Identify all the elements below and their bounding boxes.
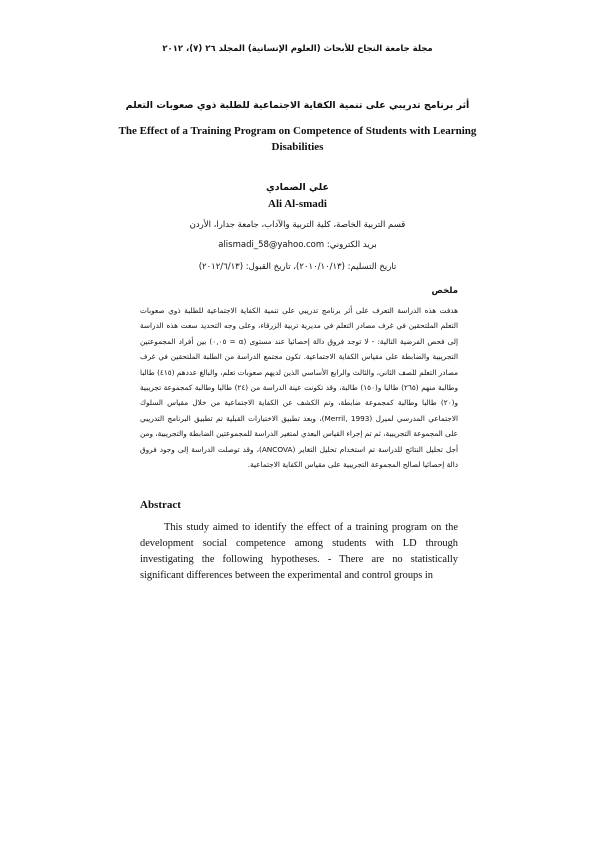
title-english: The Effect of a Training Program on Competence of Students with Learning Disabilities <box>118 125 477 153</box>
abstract-arabic-heading: ملخص <box>431 286 458 296</box>
abstract-arabic-body: هدفت هذه الدراسة التعرف على أثر برنامج تدريبي على تنمية الكفاية الاجتماعية للطلبة ذوي صعوبات التعلم الملتحقين في غرف مصادر التعلم في مديرية تربية الزرقاء، وعلى وجه التحديد سعت هذه الدراسة إلى فحص الفرضية التالية: - لا توجد فروق دالة إحصائيا عند مستوى (α = ٠,٠٥) بين أفراد المجموعتين التجريبية والضابطة على مقياس الكفاية الاجتماعية. تكون مجتمع الدراسة من الطلبة الملتحقين في غرف مصادر التعلم للصف الثاني، والثالث والرابع الأساسي الذين لديهم صعوبات تعلم، والبالغ عددهم (٤١٥) طالبا وطالبة منهم (٢٦٥) طالبا و(١٥٠) طالبة، وقد تكونت عينة الدراسة من (٢٤) طالبا وطالبة كمجموعة تجريبية و(٢٠) طالبا وطالبة كمجموعة ضابطة، وتم الكشف عن الكفاية الاجتماعية من خلال مقياس السلوك الاجتماعي المدرسي لميرل (Merril, 1993)، وبعد تطبيق الاختبارات القبلية تم تطبيق البرنامج التدريبي على المجموعة التجريبية، ثم تم إجراء القياس البعدي لمتغير الدراسة للمجموعتين الضابطة والتجريبية، ومن أجل تحليل النتائج للدراسة تم استخدام تحليل التغاير (ANCOVA)، وقد توصلت الدراسة إلى وجود فروق دالة إحصائيا لصالح المجموعة التجريبية على مقياس الكفاية الاجتماعية. <box>140 306 459 470</box>
author-email: بريد الكتروني: alismadi_58@yahoo.com <box>218 240 377 250</box>
abstract-english-heading: Abstract <box>140 499 181 511</box>
author-name-arabic: علي الصمادي <box>266 182 329 193</box>
author-affiliation: قسم التربية الخاصة، كلية التربية والآداب، جامعة جدارا، الأردن <box>189 220 406 230</box>
author-name-english: Ali Al-smadi <box>268 198 327 210</box>
title-arabic: أثر برنامج تدريبي على تنمية الكفاية الاجتماعية للطلبة ذوي صعوبات التعلم <box>125 100 470 111</box>
abstract-english-body: This study aimed to identify the effect of a training program on the development social competence among students with LD through investigating the following hypotheses. - There are no statistically significant differences between the experimental and control groups in <box>140 522 458 581</box>
journal-header: مجلة جامعة النجاح للأبحاث (العلوم الإنسانية) المجلد ٢٦ (٧)، ٢٠١٢ <box>162 44 433 54</box>
submission-dates: تاريخ التسليم: (٢٠١٠/١٠/١٣)، تاريخ القبول: (٢٠١٢/٦/١٣) <box>198 262 397 272</box>
